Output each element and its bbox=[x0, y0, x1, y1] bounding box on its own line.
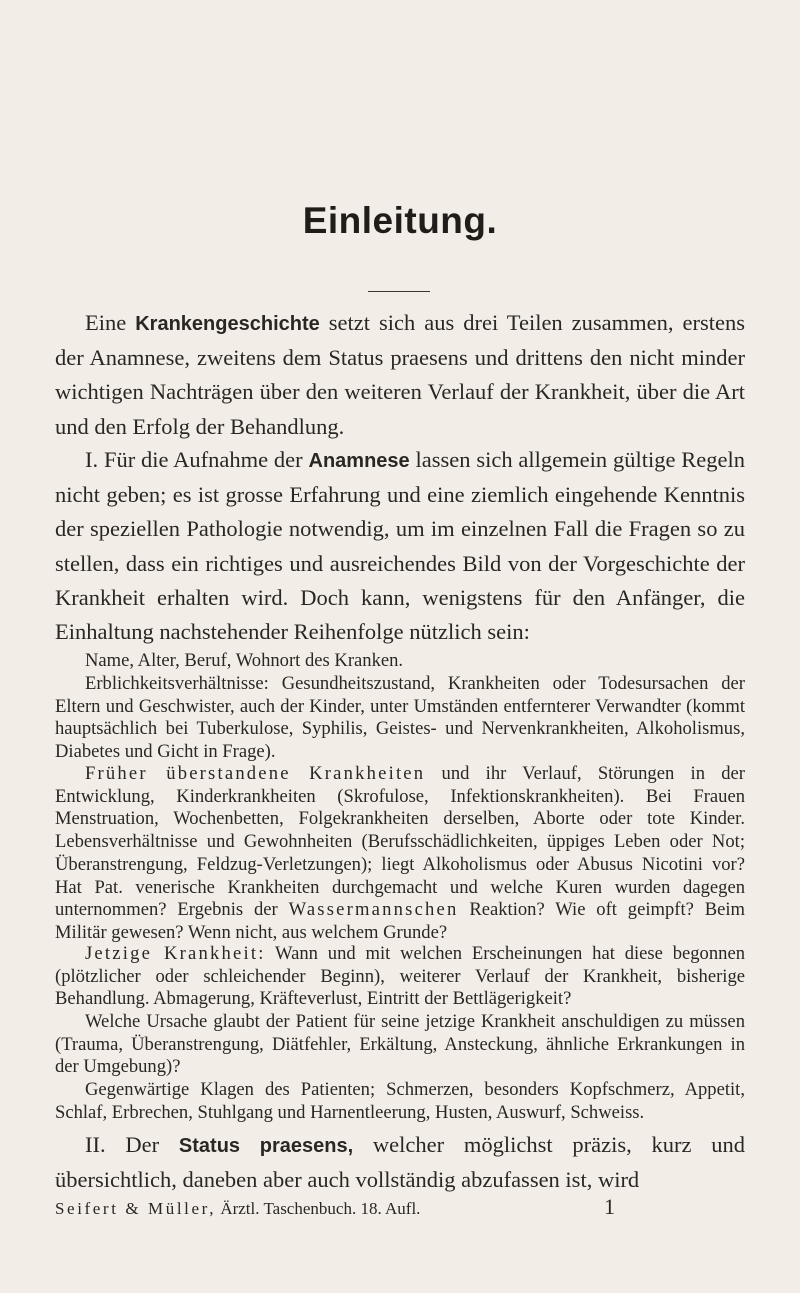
section2-text: welcher möglichst präzis, kurz und übersichtlich, daneben aber auch vollständig abzufassen ist, wird bbox=[55, 1132, 746, 1193]
intro-text: setzt sich aus drei Teilen zusammen, erstens der Anamnese, zweitens dem Status praesens und drittens den nicht minder wichtigen Nachträgen über den weiteren Verlauf der Krankheit, über die Art und den Erfolg der Behandlung. bbox=[55, 310, 746, 439]
term-wassermann: Wassermannschen bbox=[288, 899, 459, 921]
frueher-text-2: Reaktion? Wie oft geimpft? Beim Militär gewesen? Wenn nicht, aus welchem Grunde? bbox=[55, 899, 746, 943]
frueher-text-1: und ihr Verlauf, Störungen in der Entwicklung, Kinderkrankheiten (Skrofulose, Infektionskrankheiten). Bei Frauen Menstruation, Wochenbetten, Folgekrankheiten derselben, Aborte oder tote Kinder. Lebensverhältnisse und Gewohnheiten (Berufsschädlichkeiten, üppiges Leben oder Not; Überanstrengung, Feldzug-Verletzungen); liegt Alkoholismus oder Abusus Nicotini vor? Hat Pat. venerische Krankheiten durchgemacht und welche Kuren wurden dagegen unternommen? Ergebnis der bbox=[55, 763, 745, 921]
anamnese-paragraph bbox=[55, 443, 745, 649]
status-paragraph bbox=[55, 1128, 745, 1197]
item-ursache: Welche Ursache glaubt der Patient für seine jetzige Krankheit anschuldigen zu müssen (Trauma, Überanstrengung, Diätfehler, Erkältung, Ansteckung, ähnliche Erkrankungen in der Umgebung)? bbox=[55, 1011, 745, 1078]
page-footer bbox=[55, 1194, 745, 1220]
erblichkeit-text: Gesundheitszustand, Krankheiten oder Todesursachen der Eltern und Geschwister, auch der Kinder, unter Umständen entfernterer Verwandter (kommt hauptsächlich bei Tuberkulose, Syphilis, Geistes- und Nervenkrankheiten, Alkoholismus, Diabetes und Gicht in Frage). bbox=[55, 673, 745, 763]
item-jetzige-krankheit bbox=[55, 943, 745, 1011]
item-name: Name, Alter, Beruf, Wohnort des Kranken. bbox=[85, 650, 404, 671]
item-erblichkeit bbox=[55, 673, 745, 764]
sheet-number: 1 bbox=[604, 1194, 615, 1219]
term-status-praesens: Status praesens, bbox=[178, 1135, 354, 1157]
item-klagen: Gegenwärtige Klagen des Patienten; Schmerzen, besonders Kopfschmerz, Appetit, Schlaf, Erbrechen, Stuhlgang und Harnentleerung, Husten, Auswurf, Schweiss. bbox=[55, 1079, 745, 1123]
jetzige-text: Wann und mit welchen Erscheinungen hat diese begonnen (plötzlicher oder schleichender Beginn), weiterer Verlauf der Krankheit, bisherige Behandlung. Abmagerung, Kräfteverlust, Eintritt der Bettlägerigkeit? bbox=[55, 943, 746, 1010]
term-erblichkeit: Erblichkeitsverhältnisse: bbox=[85, 673, 269, 694]
section2-lead: II. Der bbox=[85, 1132, 160, 1157]
term-anamnese: Anamnese bbox=[308, 450, 410, 472]
term-krankengeschichte: Krankengeschichte bbox=[135, 313, 320, 335]
term-jetzige-krankheit: Jetzige Krankheit: bbox=[85, 943, 266, 964]
footer-publisher: Seifert & Müller, bbox=[55, 1199, 217, 1218]
intro-paragraph bbox=[55, 306, 745, 444]
section1-lead: I. Für die Aufnahme der bbox=[85, 447, 303, 472]
term-frueher: Früher überstandene Krankheiten bbox=[85, 763, 426, 784]
page-title: Einleitung. bbox=[302, 200, 498, 241]
item-frueher bbox=[55, 763, 745, 945]
footer-title: Ärztl. Taschenbuch. 18. Aufl. bbox=[220, 1199, 421, 1218]
title-divider bbox=[368, 291, 430, 292]
intro-lead: Eine bbox=[85, 310, 127, 335]
section1-text: lassen sich allgemein gültige Regeln nicht geben; es ist grosse Erfahrung und eine ziemlich eingehende Kenntnis der speziellen Pathologie notwendig, um im einzelnen Fall die Fragen so zu stellen, dass ein richtiges und ausreichendes Bild von der Vorgeschichte der Krankheit erhalten wird. Doch kann, wenigstens für den Anfänger, die Einhaltung nachstehender Reihenfolge nützlich sein: bbox=[55, 447, 746, 645]
